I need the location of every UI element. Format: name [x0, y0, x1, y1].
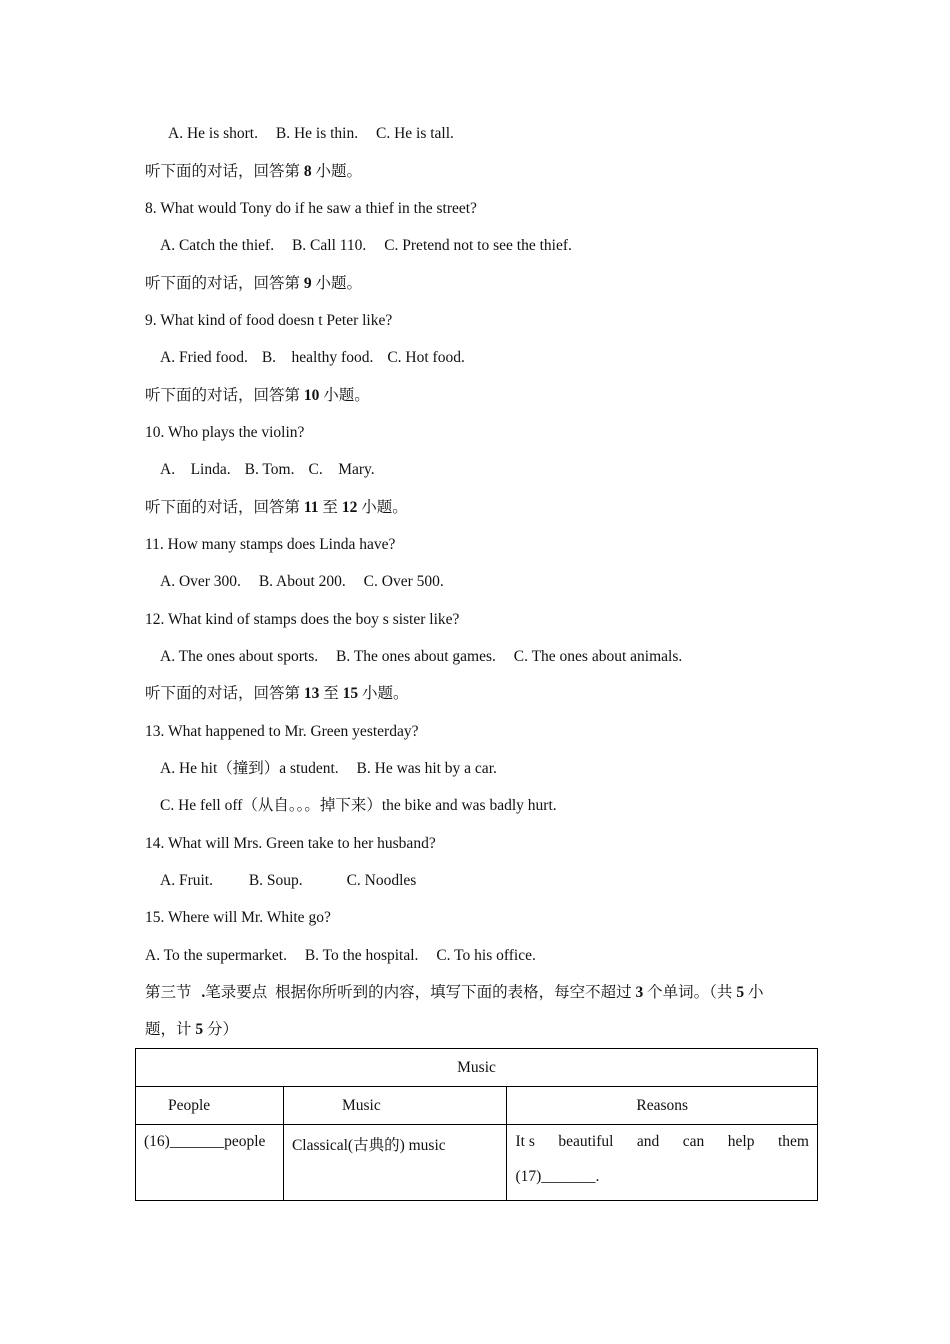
cell-reasons — [507, 1125, 818, 1201]
q11-option-b: B. About 200. — [258, 573, 346, 590]
q11-option-c: C. Over 500. — [363, 573, 444, 590]
q8-options — [160, 236, 572, 256]
q14-option-c: C. Noodles — [346, 872, 417, 889]
section3-title: 第三节 — [145, 984, 192, 1001]
instruction-q8 — [145, 162, 362, 182]
q14-option-b: B. Soup. — [248, 872, 303, 889]
question-number-end: 15 — [342, 685, 359, 702]
instruction-text: 听下面的对话，回答第 — [145, 275, 301, 292]
question-number: 8 — [303, 163, 312, 180]
section3-word-limit: 3 — [635, 984, 644, 1001]
question-number-end: 12 — [341, 499, 358, 516]
reason-blank-17: (17)_______. — [515, 1168, 600, 1185]
instruction-text: 听下面的对话，回答第 — [145, 163, 301, 180]
q13-options-line1 — [160, 759, 497, 779]
reason-word: can — [682, 1133, 705, 1150]
q14-options — [160, 871, 416, 891]
question-number-start: 11 — [303, 499, 319, 516]
q13-option-c: C. He fell off（从自。。。掉下来）the bike and was badly hurt. — [160, 797, 557, 814]
instruction-text: 听下面的对话，回答第 — [145, 685, 301, 702]
q9-options — [160, 348, 465, 368]
section3-instr-pre: 根据你所听到的内容，填写下面的表格，每空不超过 — [275, 984, 632, 1001]
question-number: 9 — [303, 275, 312, 292]
section3-instr-mid: 个单词。（共 — [647, 984, 733, 1001]
q8-option-c: C. Pretend not to see the thief. — [384, 237, 572, 254]
q8-option-b: B. Call 110. — [291, 237, 367, 254]
q15-option-a: A. To the supermarket. — [145, 947, 287, 964]
q12-question: 12. What kind of stamps does the boy s sister like? — [145, 611, 460, 628]
header-reasons: Reasons — [507, 1087, 818, 1125]
header-people: People — [136, 1087, 284, 1125]
instruction-q13-15 — [145, 684, 409, 704]
table-title-row — [136, 1049, 818, 1087]
q12-option-c: C. The ones about animals. — [513, 648, 683, 665]
reason-line — [515, 1133, 809, 1151]
instruction-q10 — [145, 386, 370, 406]
instruction-suffix: 小题。 — [315, 163, 363, 180]
instruction-suffix: 小题。 — [362, 685, 409, 702]
q11-options — [160, 572, 444, 592]
reason-word: beautiful — [558, 1133, 614, 1150]
q8-question: 8. What would Tony do if he saw a thief in the street? — [145, 200, 477, 217]
section3-instr-post: 小 — [747, 984, 764, 1001]
reason-word: them — [777, 1133, 809, 1150]
instruction-q9 — [145, 274, 362, 294]
instruction-suffix: 小题。 — [323, 387, 370, 404]
q12-option-a: A. The ones about sports. — [160, 648, 319, 665]
section3-points: 5 — [195, 1021, 204, 1038]
instruction-q11-12 — [145, 498, 408, 518]
instruction-suffix: 小题。 — [315, 275, 363, 292]
q10-option-b: B. Tom. — [244, 461, 295, 478]
q14-option-a: A. Fruit. — [160, 872, 213, 889]
q8-option-a: A. Catch the thief. — [160, 237, 275, 254]
reason-word: It s — [515, 1133, 535, 1150]
section3-dot: . — [201, 984, 206, 1001]
table-row — [136, 1125, 818, 1201]
q15-option-c: C. To his office. — [436, 947, 536, 964]
section3-line2-pre: 题，计 — [145, 1021, 192, 1038]
q15-question: 15. Where will Mr. White go? — [145, 909, 331, 926]
q13-option-a: A. He hit（撞到）a student. — [160, 760, 339, 777]
instruction-range-word: 至 — [323, 685, 339, 702]
cell-people-blank-16: (16)_______people — [136, 1125, 284, 1201]
q13-option-b: B. He was hit by a car. — [356, 760, 497, 777]
q15-options — [145, 946, 536, 966]
table-header-row — [136, 1087, 818, 1125]
q10-options — [160, 460, 375, 480]
instruction-range-word: 至 — [322, 499, 338, 516]
table-title: Music — [136, 1049, 818, 1087]
section3-instruction — [145, 983, 763, 1003]
q14-question: 14. What will Mrs. Green take to her husband? — [145, 835, 436, 852]
q7-option-a: A. He is short. — [168, 125, 258, 142]
section3-instruction-line2 — [145, 1020, 238, 1040]
q7-option-b: B. He is thin. — [275, 125, 359, 142]
q12-options — [160, 647, 682, 667]
q11-option-a: A. Over 300. — [160, 573, 241, 590]
section3-line2-post: 分） — [207, 1021, 239, 1038]
notes-table — [135, 1048, 818, 1201]
section3-question-count: 5 — [736, 984, 745, 1001]
instruction-text: 听下面的对话，回答第 — [145, 499, 301, 516]
q7-options — [168, 124, 454, 144]
q15-option-b: B. To the hospital. — [304, 947, 419, 964]
instruction-text: 听下面的对话，回答第 — [145, 387, 301, 404]
q9-question: 9. What kind of food doesn t Peter like? — [145, 312, 393, 329]
reason-word: and — [636, 1133, 660, 1150]
q10-option-c: C. Mary. — [308, 461, 375, 478]
instruction-suffix: 小题。 — [361, 499, 408, 516]
q12-option-b: B. The ones about games. — [336, 648, 496, 665]
q10-option-a: A. Linda. — [160, 461, 231, 478]
q13-question: 13. What happened to Mr. Green yesterday? — [145, 723, 419, 740]
q11-question: 11. How many stamps does Linda have? — [145, 536, 396, 553]
reason-word: help — [727, 1133, 755, 1150]
header-music: Music — [283, 1087, 507, 1125]
section3-name: 笔录要点 — [205, 984, 268, 1001]
q9-option-a: A. Fried food. — [160, 349, 248, 366]
q9-option-c: C. Hot food. — [387, 349, 465, 366]
q9-option-b: B. healthy food. — [261, 349, 374, 366]
question-number: 10 — [303, 387, 320, 404]
q7-option-c: C. He is tall. — [375, 125, 454, 142]
question-number-start: 13 — [303, 685, 320, 702]
cell-music: Classical(古典的) music — [283, 1125, 507, 1201]
q10-question: 10. Who plays the violin? — [145, 424, 305, 441]
